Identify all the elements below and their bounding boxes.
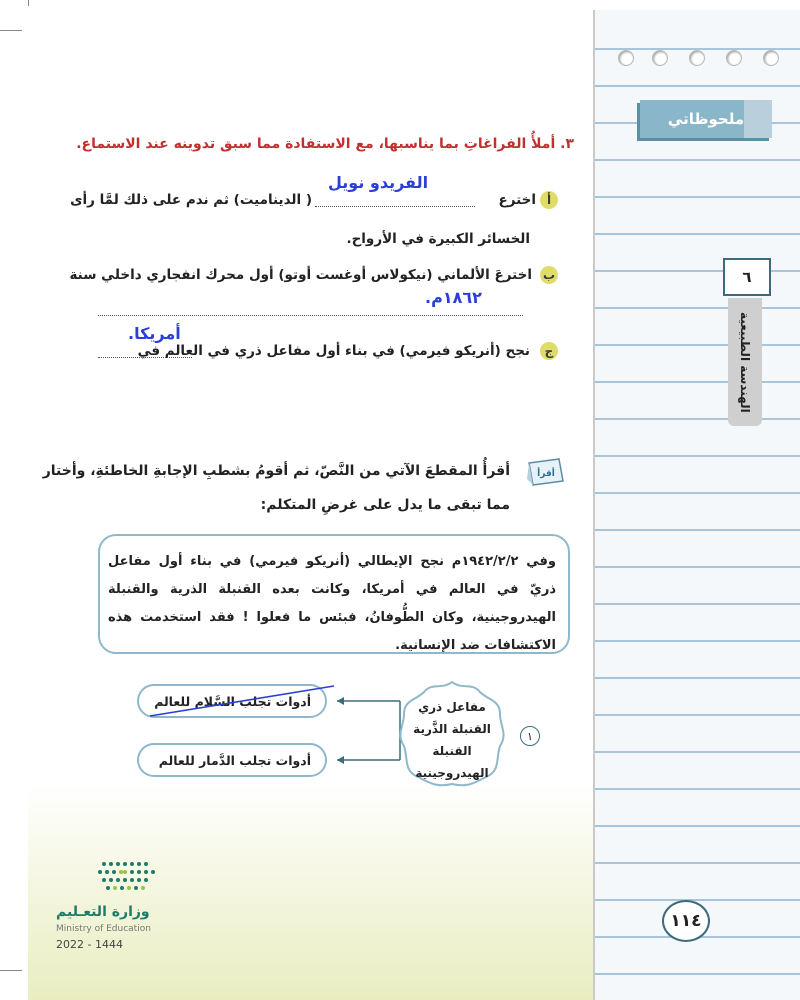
answer-a[interactable]: الفريدو نويل: [328, 173, 429, 192]
item-letter-c: ج: [540, 342, 558, 360]
item-b-text: اخترعَ الألماني (نيكولاس أوغست أوتو) أول محرك انفجاري داخلي سنة: [69, 267, 532, 283]
option-destruction-text: أدوات تجلب الدَّمار للعالم: [158, 752, 311, 768]
question-title: ٣. أملأُ الفراغاتِ بما يناسبها، مع الاستفادة مما سبق تدوينه عند الاستماع.: [76, 136, 574, 152]
page-number-text: ١١٤: [670, 911, 702, 931]
badge-line-2: القنبلة الذَّرية: [413, 722, 491, 736]
item-a-before: اخترع: [498, 192, 536, 208]
item-c-text: نجح (أنريكو فيرمي) في بناء أول مفاعل ذري في العالم في: [137, 343, 530, 359]
ministry-year: 2022 - 1444: [56, 938, 123, 951]
unit-title: الهندسة الطبيعية: [738, 311, 752, 413]
item-letter-a: أ: [540, 191, 558, 209]
answer-c[interactable]: أمريكا.: [128, 324, 181, 343]
reading-instruction-1: أقرأُ المقطعَ الآتي من النَّصّ، ثم أقومُ بشطبِ الإجابةِ الخاطئةِ، وأختار: [42, 463, 510, 479]
item-a-line2: الخسائر الكبيرة في الأرواح.: [346, 231, 530, 247]
ministry-name-ar: وزارة التعـليم: [56, 904, 150, 920]
answer-b[interactable]: ١٨٦٢م.: [425, 288, 482, 307]
ministry-name-en: Ministry of Education: [56, 924, 151, 934]
badge-line-1: مفاعل ذري: [418, 700, 486, 714]
item-a-after: ( الديناميت) ثم ندم على ذلك لمَّا رأى: [70, 192, 312, 208]
reading-instruction-2: مما تبقى ما يدل على غرضِ المتكلم:: [260, 497, 510, 513]
passage-text: وفي ١٩٤٢/٢/٢م نجح الإيطالي (أنريكو فيرمي) في بناء أول مفاعل ذريّ في العالم في أمريكا، وكانت بعده القنبلة الذرية والقنبلة الهيدروجينية، وكان الطُّوفانُ، فبئس ما فعلوا ! فقد استخدمت هذه الاكتشافات ضد الإنسانية.: [108, 554, 556, 653]
badge-text: [396, 696, 508, 784]
reading-icon-label: أقرأ: [537, 469, 555, 479]
option-destruction[interactable]: [137, 743, 327, 777]
ministry-logo-icon: [56, 858, 196, 902]
page-number: [662, 900, 710, 942]
item-letter-b: ب: [540, 266, 558, 284]
badge-line-3: القنبلة الهيدروجينية: [415, 744, 489, 780]
unit-number: ٦: [742, 268, 752, 286]
diagram-number: ١: [520, 726, 540, 746]
notes-label-text: ملحوظاتي: [667, 110, 745, 128]
option-peace-text: أدوات تجلب السَّلام للعالم: [154, 693, 311, 709]
